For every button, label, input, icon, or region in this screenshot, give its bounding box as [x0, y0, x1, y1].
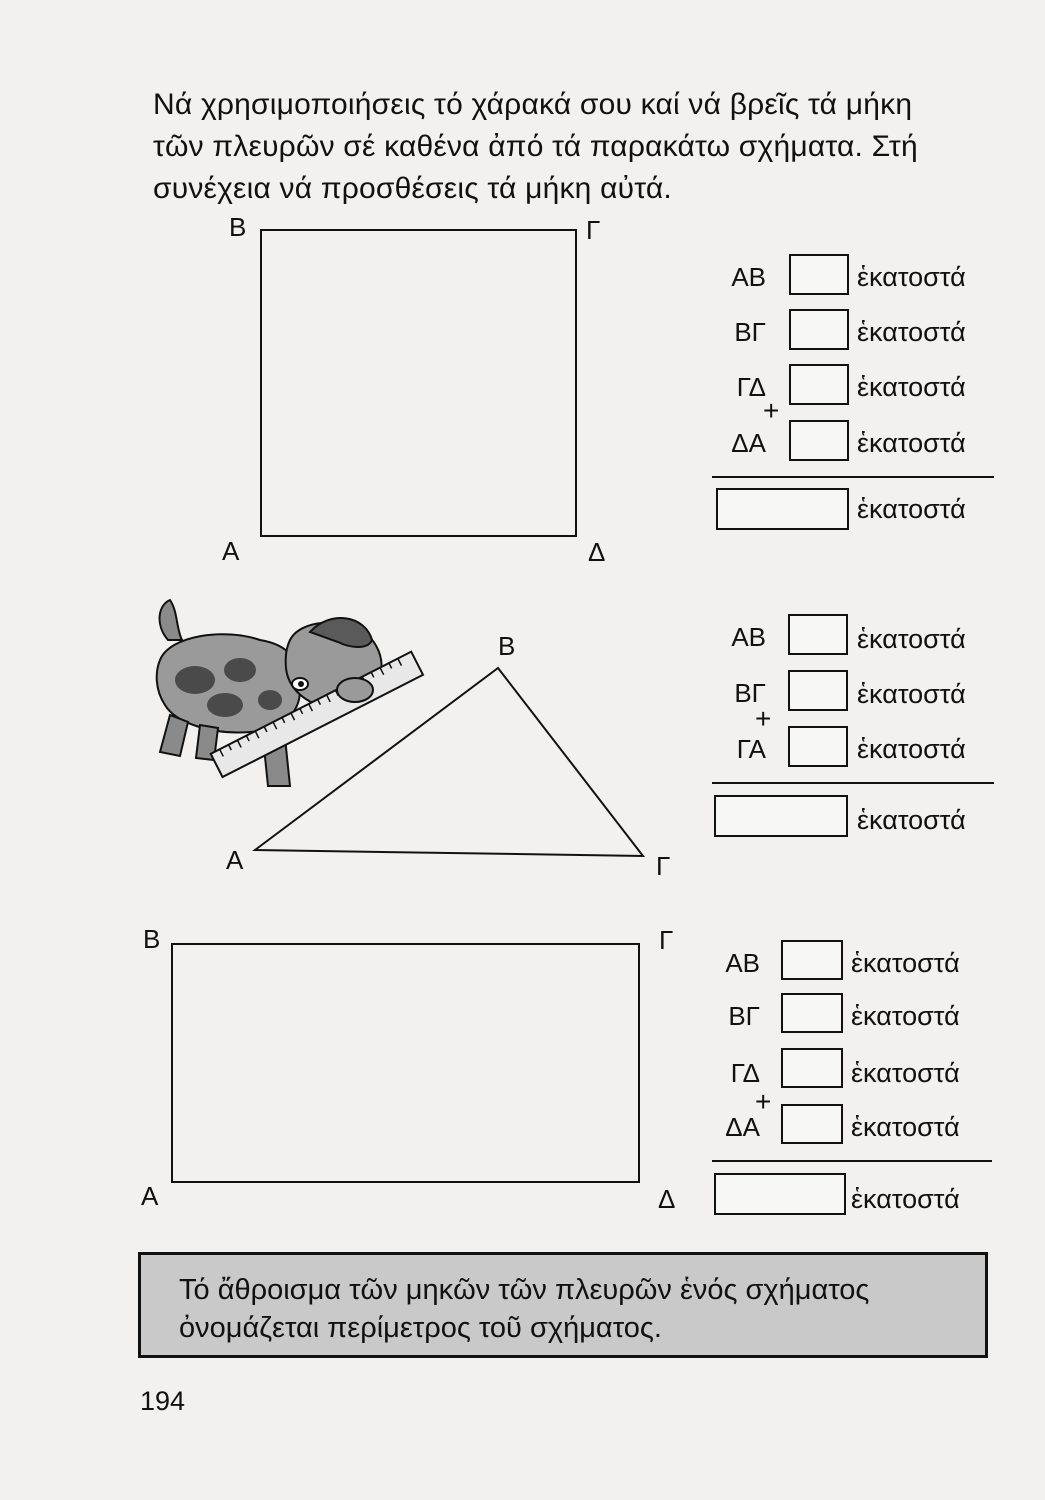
rectangle-vertex-a-label: Α — [141, 1181, 159, 1211]
definition-line-2: ὀνομάζεται περίμετρος τοῦ σχήματος. — [179, 1312, 662, 1344]
unit-label: ἑκατοστά — [857, 428, 966, 458]
rectangle-total-answer-box[interactable] — [714, 1173, 846, 1215]
sum-rule — [712, 476, 994, 478]
rectangle-shape — [172, 944, 639, 1182]
rectangle-gd-answer-box[interactable] — [781, 1048, 843, 1088]
sum-rule — [712, 782, 994, 784]
triangle-ab-answer-box[interactable] — [788, 614, 848, 655]
page-number: 194 — [140, 1386, 186, 1416]
unit-label: ἑκατοστά — [851, 948, 960, 978]
plus-sign: + — [763, 395, 780, 426]
unit-label: ἑκατοστά — [857, 494, 966, 524]
unit-label: ἑκατοστά — [857, 262, 966, 292]
square-shape — [261, 230, 576, 536]
triangle-total-answer-box[interactable] — [714, 795, 848, 837]
plus-sign: + — [755, 703, 772, 734]
unit-label: ἑκατοστά — [857, 317, 966, 347]
square-ab-answer-box[interactable] — [789, 254, 849, 295]
triangle-vertex-b-label: Β — [498, 631, 516, 661]
unit-label: ἑκατοστά — [851, 1184, 960, 1214]
perimeter-definition-box — [138, 1252, 988, 1358]
triangle-ga-answer-box[interactable] — [788, 726, 848, 767]
unit-label: ἑκατοστά — [851, 1112, 960, 1142]
instruction-line-3: συνέχεια νά προσθέσεις τά μήκη αὐτά. — [153, 172, 672, 205]
triangle-row-label: ΓΑ — [736, 734, 766, 764]
unit-label: ἑκατοστά — [857, 805, 966, 835]
instruction-line-1: Νά χρησιμοποιήσεις τό χάρακά σου καί νά βρεῖς τά μήκη — [153, 88, 913, 121]
unit-label: ἑκατοστά — [857, 679, 966, 709]
dog-with-ruler-illustration — [157, 600, 423, 786]
rectangle-row-label: ΔΑ — [725, 1112, 760, 1142]
triangle-row-label: ΒΓ — [734, 678, 766, 708]
rectangle-bg-answer-box[interactable] — [781, 993, 843, 1033]
unit-label: ἑκατοστά — [857, 734, 966, 764]
square-bg-answer-box[interactable] — [789, 309, 849, 350]
square-vertex-a-label: Α — [222, 536, 240, 566]
square-row-label: ΓΔ — [736, 372, 766, 402]
unit-label: ἑκατοστά — [857, 372, 966, 402]
rectangle-row-label: ΒΓ — [728, 1001, 760, 1031]
unit-label: ἑκατοστά — [851, 1058, 960, 1088]
square-da-answer-box[interactable] — [789, 420, 849, 461]
rectangle-da-answer-box[interactable] — [781, 1104, 843, 1144]
sum-rule — [712, 1160, 992, 1162]
square-total-answer-box[interactable] — [716, 488, 849, 530]
square-vertex-b-label: Β — [229, 212, 247, 242]
unit-label: ἑκατοστά — [851, 1001, 960, 1031]
unit-label: ἑκατοστά — [857, 624, 966, 654]
square-row-label: ΑΒ — [731, 262, 766, 292]
rectangle-vertex-g-label: Γ — [659, 925, 674, 955]
rectangle-vertex-d-label: Δ — [658, 1184, 676, 1214]
rectangle-row-label: ΓΔ — [730, 1058, 760, 1088]
rectangle-vertex-b-label: Β — [143, 924, 161, 954]
square-vertex-d-label: Δ — [588, 537, 606, 567]
triangle-bg-answer-box[interactable] — [788, 670, 848, 711]
plus-sign: + — [755, 1086, 772, 1117]
square-vertex-g-label: Γ — [586, 215, 601, 245]
square-row-label: ΔΑ — [731, 428, 766, 458]
triangle-vertex-a-label: Α — [226, 845, 244, 875]
triangle-row-label: ΑΒ — [731, 622, 766, 652]
rectangle-row-label: ΑΒ — [725, 948, 760, 978]
instruction-line-2: τῶν πλευρῶν σέ καθένα ἀπό τά παρακάτω σχήματα. Στή — [153, 130, 918, 163]
square-gd-answer-box[interactable] — [789, 364, 849, 405]
triangle-vertex-g-label: Γ — [656, 851, 671, 881]
square-row-label: ΒΓ — [734, 317, 766, 347]
rectangle-ab-answer-box[interactable] — [781, 940, 843, 980]
definition-line-1: Τό ἄθροισμα τῶν μηκῶν τῶν πλευρῶν ἑνός σχήματος — [179, 1274, 870, 1306]
